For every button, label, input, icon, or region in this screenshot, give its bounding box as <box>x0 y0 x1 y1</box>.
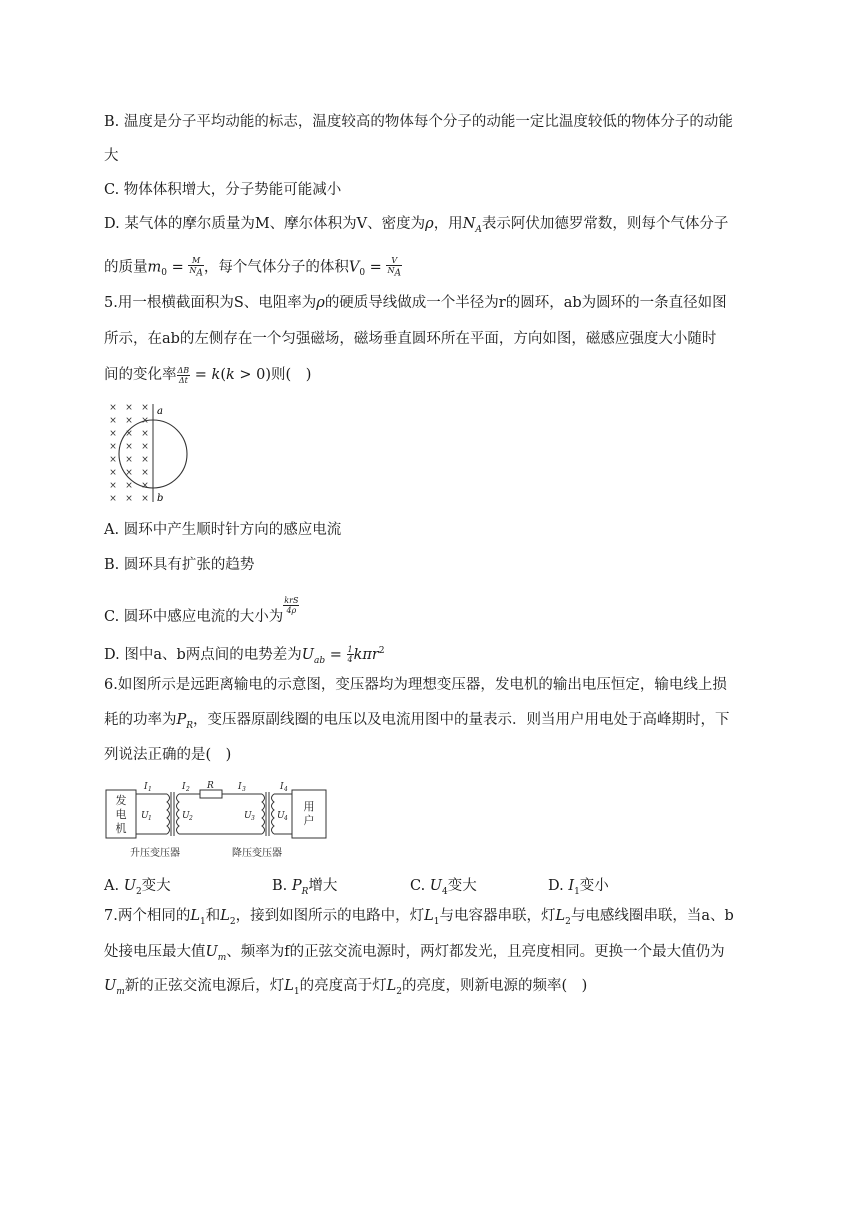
option-d-line2: 的质量$m_0$ = $\frac{M}{N_A}$ ，每个气体分子的体积$V_0$ = $\frac{V}{N_A}$ <box>104 256 401 279</box>
svg-text:×: × <box>125 442 133 452</box>
svg-text:×: × <box>109 442 117 452</box>
question-5-option-d: D. 图中a、b两点间的电势差为$U_{ab}$ = $\frac{1}{4}$ kπr$^2$ <box>104 645 385 666</box>
svg-text:机: 机 <box>115 822 127 835</box>
svg-text:用: 用 <box>303 800 315 813</box>
svg-text:×: × <box>125 403 133 413</box>
svg-text:I: I <box>182 782 186 792</box>
svg-text:电: 电 <box>115 808 127 821</box>
question-7-line2: 处接电压最大值$U_m$、频率为f的正弦交流电源时，两灯都发光，且亮度相同。更换一个最大值仍为 <box>104 944 725 963</box>
svg-text:U: U <box>182 811 190 821</box>
svg-text:×: × <box>109 481 117 491</box>
question-6-option-b: B. $P_R$增大 <box>272 878 338 897</box>
question-5-line1: 5.用一根横截面积为S、电阻率为ρ的硬质导线做成一个半径为r的圆环，ab为圆环的一条直径如图 <box>104 295 727 311</box>
question-5-option-c: C. 圆环中感应电流的大小为 $\frac{\text{krS}}{4\rho}$ <box>104 596 299 625</box>
user-label <box>304 800 315 827</box>
svg-text:I: I <box>144 782 148 792</box>
svg-text:3: 3 <box>242 786 246 793</box>
svg-text:×: × <box>109 468 117 478</box>
svg-text:×: × <box>141 442 149 452</box>
svg-text:×: × <box>141 455 149 465</box>
svg-text:×: × <box>109 416 117 426</box>
option-b-line1: B. 温度是分子平均动能的标志，温度较高的物体每个分子的动能一定比温度较低的物体分子的动能 <box>104 114 733 130</box>
svg-text:×: × <box>125 494 133 504</box>
svg-text:U: U <box>141 811 149 821</box>
question-5-line3: 间的变化率 $\frac{\Delta B}{\Delta t}$ = k(k > 0)则( ) <box>104 365 312 385</box>
svg-text:户: 户 <box>303 814 315 827</box>
svg-text:×: × <box>141 481 149 491</box>
question-5-line2: 所示，在ab的左侧存在一个匀强磁场，磁场垂直圆环所在平面，方向如图，磁感应强度大小随时 <box>104 331 717 347</box>
svg-text:×: × <box>141 429 149 439</box>
step-down-transformer-label: 降压变压器 <box>232 848 282 859</box>
svg-text:×: × <box>141 416 149 426</box>
svg-text:×: × <box>109 429 117 439</box>
svg-text:×: × <box>141 403 149 413</box>
svg-text:×: × <box>125 468 133 478</box>
option-d-line1: D. 某气体的摩尔质量为M、摩尔体积为V、密度为ρ，用$N_A$表示阿伏加德罗常数，则每个气体分子 <box>104 216 729 235</box>
svg-text:U: U <box>244 811 252 821</box>
svg-text:I: I <box>280 782 284 792</box>
question-6-option-c: C. $U_4$变大 <box>410 878 477 897</box>
svg-text:×: × <box>141 468 149 478</box>
question-6-line3: 列说法正确的是( ) <box>104 747 232 763</box>
option-c: C. 物体体积增大，分子势能可能减小 <box>104 182 342 198</box>
step-up-transformer-label: 升压变压器 <box>130 848 180 859</box>
svg-text:×: × <box>125 455 133 465</box>
power-transmission-figure <box>104 780 332 862</box>
svg-text:×: × <box>125 429 133 439</box>
svg-text:×: × <box>125 416 133 426</box>
svg-text:3: 3 <box>251 815 255 822</box>
svg-text:1: 1 <box>148 786 152 793</box>
svg-text:4: 4 <box>284 786 288 793</box>
svg-text:×: × <box>125 481 133 491</box>
option-b-line2: 大 <box>104 148 119 164</box>
svg-text:2: 2 <box>189 815 193 822</box>
point-b-label: b <box>157 493 164 504</box>
question-6-line2: 耗的功率为$P_R$，变压器原副线圈的电压以及电流用图中的量表示．则当用户用电处于高峰期时，下 <box>104 712 730 731</box>
question-7-line1: 7.两个相同的$L_1$和$L_2$，接到如图所示的电路中，灯$L_1$与电容器串联，灯$L_2$与电感线圈串联，当a、b <box>104 908 734 927</box>
magnetic-field-ring-figure <box>104 398 204 504</box>
svg-text:I: I <box>238 782 242 792</box>
svg-text:×: × <box>109 403 117 413</box>
question-5-option-b: B. 圆环具有扩张的趋势 <box>104 557 255 573</box>
svg-text:×: × <box>109 455 117 465</box>
question-6-option-d: D. $I_1$变小 <box>548 878 609 897</box>
question-7-line3: $U_m$新的正弦交流电源后，灯$L_1$的亮度高于灯$L_2$的亮度，则新电源的频率( ) <box>104 978 588 997</box>
svg-text:R: R <box>207 781 214 791</box>
svg-text:1: 1 <box>148 815 152 822</box>
svg-text:2: 2 <box>186 786 190 793</box>
svg-text:发: 发 <box>115 794 127 807</box>
question-5-option-a: A. 圆环中产生顺时针方向的感应电流 <box>104 522 342 538</box>
question-6-option-a: A. $U_2$变大 <box>104 878 171 897</box>
generator-label <box>116 793 127 835</box>
svg-text:U: U <box>277 811 285 821</box>
svg-text:×: × <box>109 494 117 504</box>
svg-text:×: × <box>141 494 149 504</box>
svg-text:4: 4 <box>284 815 288 822</box>
question-6-line1: 6.如图所示是远距离输电的示意图，变压器均为理想变压器，发电机的输出电压恒定，输电线上损 <box>104 677 727 693</box>
point-a-label: a <box>157 406 163 417</box>
